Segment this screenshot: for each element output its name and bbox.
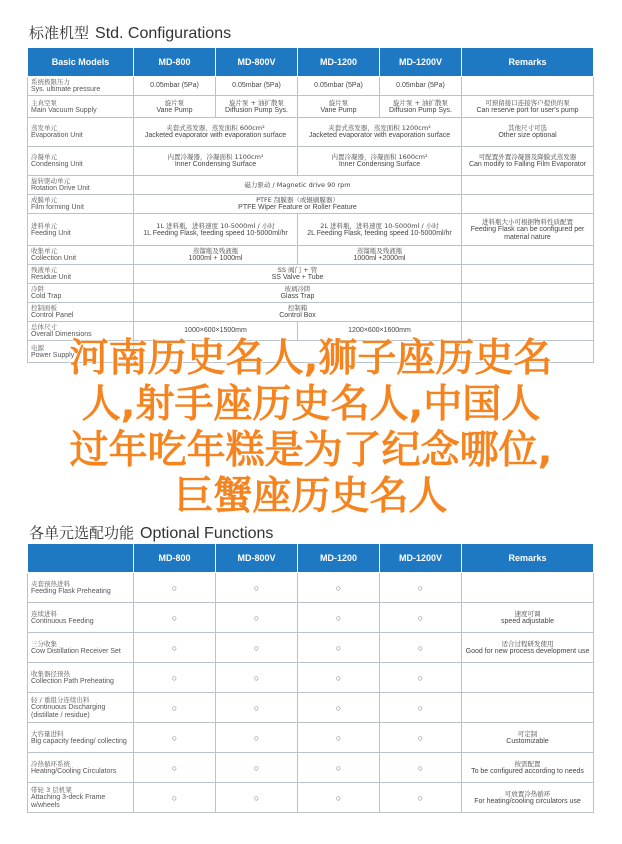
table-cell [380, 77, 462, 96]
table-row [28, 246, 594, 265]
table-cell-full [134, 195, 462, 214]
cell-zh: 控制箱 [287, 304, 308, 312]
remark-cell [462, 118, 594, 147]
row-label [28, 303, 134, 322]
remark-cell [462, 723, 594, 753]
table-row [28, 663, 594, 693]
table-row [28, 147, 594, 176]
cell-zh: PTFE 刮膜器（或辊刷膜器） [256, 196, 339, 204]
overlay-text-line-2: 人,射手座历史名人,中国人 [81, 382, 541, 427]
remark-zh: 可放置冷热循环 [504, 789, 551, 798]
row-label-zh: 系统极限压力 [31, 78, 70, 86]
option-mark: ○ [216, 783, 298, 813]
cell-zh: 夹套式蒸发器，蒸发面积 1200cm² [328, 124, 431, 132]
row-label [28, 783, 134, 813]
option-mark: ○ [380, 573, 462, 603]
option-mark: ○ [216, 603, 298, 633]
row-label-zh: 残液单元 [31, 266, 57, 274]
option-mark: ○ [380, 663, 462, 693]
row-label-en: Rotation Drive Unit [31, 185, 90, 192]
option-mark: ○ [298, 693, 380, 723]
row-label [28, 147, 134, 176]
option-mark: ○ [134, 693, 216, 723]
cell-en: Vane Pump [320, 106, 357, 114]
table-cell [298, 77, 380, 96]
cell-en: Control Box [279, 312, 316, 319]
column-header: MD-800V [216, 48, 298, 77]
table-row [28, 176, 594, 195]
table-cell-merged [134, 147, 298, 176]
option-mark: ○ [134, 633, 216, 663]
option-mark: ○ [380, 633, 462, 663]
cell-en: 0.05mbar (5Pa) [396, 82, 445, 89]
remark-en: To be configured according to needs [471, 767, 584, 775]
column-header: MD-1200 [298, 48, 380, 77]
row-label-en: Sys. ultimate pressure [31, 86, 101, 93]
row-label-zh: 收集单元 [31, 247, 57, 255]
row-label-zh: 进料单元 [31, 221, 57, 230]
cell-en: 0.05mbar (5Pa) [314, 82, 363, 89]
section2-title-en: Optional Functions [140, 525, 274, 542]
row-label [28, 77, 134, 96]
remark-cell [462, 195, 594, 214]
column-header: Remarks [462, 544, 594, 573]
cell-en: Diffusion Pump Sys. [225, 106, 288, 114]
table-cell-full [134, 284, 462, 303]
remark-en: Can modify to Falling Film Evaporator [468, 161, 587, 168]
table-row [28, 96, 594, 118]
table-cell [298, 96, 380, 118]
option-mark: ○ [298, 753, 380, 783]
cell-en: Inner Condensing Surface [174, 161, 257, 168]
option-mark: ○ [298, 603, 380, 633]
remark-en: Good for new process development use [465, 647, 590, 655]
row-label-en: Feeding Flask Preheating [31, 587, 111, 595]
option-mark: ○ [216, 693, 298, 723]
remark-cell [462, 77, 594, 96]
remark-zh: 可配置外置冷凝器及降膜式蒸发器 [478, 153, 577, 161]
remark-zh: 可预留接口连接客户提供的泵 [485, 98, 570, 107]
table-row [28, 265, 594, 284]
table-row [28, 753, 594, 783]
row-label-en: Overall Dimensions [31, 331, 92, 338]
cell-en: Inner Condensing Surface [338, 161, 421, 168]
cell-en: Jacketed evaporator with evaporation surface [144, 132, 287, 139]
column-header: MD-800 [134, 48, 216, 77]
remark-cell [462, 783, 594, 813]
remark-en: Customizable [506, 737, 549, 745]
row-label-en: Feeding Unit [31, 229, 71, 237]
cell-zh: 旋片泵 + 油扩散泵 [228, 98, 285, 107]
table-cell-merged [134, 118, 298, 147]
optional-functions-table [27, 543, 594, 813]
section2-title [29, 522, 273, 543]
remark-zh: 进料瓶大小可根据物料性质配置 [482, 217, 573, 226]
cell-en: 1000ml + 1000ml [188, 255, 243, 262]
option-mark: ○ [216, 573, 298, 603]
remark-zh: 可定制 [517, 729, 538, 738]
option-mark: ○ [134, 723, 216, 753]
table-row [28, 118, 594, 147]
option-mark: ○ [134, 783, 216, 813]
remark-en: Can reserve port for user's pump [476, 106, 579, 114]
table-row [28, 723, 594, 753]
cell-zh: 玻璃冷阱 [284, 285, 311, 293]
cell-en: 1200×600×1600mm [348, 327, 411, 334]
remark-cell [462, 214, 594, 246]
table-cell-merged [298, 214, 462, 246]
row-label [28, 214, 134, 246]
row-label [28, 693, 134, 723]
remark-cell [462, 176, 594, 195]
row-label-en: Residue Unit [31, 274, 72, 281]
column-header: MD-800V [216, 544, 298, 573]
table-cell [216, 77, 298, 96]
row-label-zh: 收集器径预热 [31, 669, 70, 678]
option-mark: ○ [134, 573, 216, 603]
table-cell-full [134, 303, 462, 322]
remark-cell [462, 147, 594, 176]
remark-cell [462, 284, 594, 303]
option-mark: ○ [298, 663, 380, 693]
row-label-zh: 控制面板 [31, 304, 57, 312]
option-mark: ○ [298, 723, 380, 753]
table-cell-merged [298, 246, 462, 265]
row-label-zh: 旋转驱动单元 [31, 177, 70, 185]
option-mark: ○ [216, 723, 298, 753]
table-row [28, 783, 594, 813]
section2-title-zh: 各单元选配功能 [29, 524, 135, 542]
row-label-en: Cold Trap [31, 293, 62, 300]
cell-en: 1000×600×1500mm [184, 327, 247, 334]
row-label-en: Evaporation Unit [31, 132, 83, 139]
row-label-en: Collection Path Preheating [31, 677, 114, 685]
table-cell-merged [298, 118, 462, 147]
table-row [28, 303, 594, 322]
row-label-en: Attaching 3-deck Frame w/wheels [31, 793, 106, 809]
cell-en: 1000ml +2000ml [353, 255, 406, 262]
row-label-en: Continuous Discharging (distillate / residue) [31, 703, 106, 719]
column-header: MD-1200V [380, 544, 462, 573]
cell-zh: 蒸馏瓶及残液瓶 [356, 247, 403, 255]
remark-cell [462, 693, 594, 723]
remark-cell [462, 663, 594, 693]
row-label [28, 195, 134, 214]
row-label-zh: 成膜单元 [31, 196, 57, 204]
remark-en: Feeding Flask can be configured per material nature [470, 225, 585, 241]
option-mark: ○ [134, 603, 216, 633]
row-label [28, 603, 134, 633]
remark-en: speed adjustable [501, 617, 554, 625]
row-label-zh: 主真空泵 [31, 98, 57, 107]
table-cell-full [134, 176, 462, 195]
row-label-zh: 夹套预热进料 [31, 579, 70, 588]
remark-cell [462, 753, 594, 783]
cell-en: 1L Feeding Flask, feeding speed 10-5000ml/hr [143, 229, 288, 237]
table-cell [216, 96, 298, 118]
remark-en: For heating/cooling circulators use [474, 797, 581, 805]
table-row [28, 573, 594, 603]
row-label [28, 633, 134, 663]
row-label-en: Main Vacuum Supply [31, 106, 97, 114]
row-label-en: Control Panel [31, 312, 74, 319]
cell-en: Vane Pump [156, 106, 193, 114]
table-row [28, 633, 594, 663]
option-mark: ○ [134, 753, 216, 783]
row-label-en: Big capacity feeding/ collecting [31, 737, 127, 745]
table-cell [134, 77, 216, 96]
cell-zh: 2L 进料瓶，进料速度 10-5000ml / 小时 [320, 221, 439, 230]
row-label-zh: 带轮 3 层机架 [31, 785, 72, 794]
row-label-zh: 冷阱 [31, 285, 44, 293]
option-mark: ○ [298, 573, 380, 603]
row-label-zh: 连续进料 [31, 609, 57, 618]
row-label-en: Collection Unit [31, 255, 77, 262]
remark-zh: 适合过程研发使用 [501, 639, 554, 648]
cell-en: Glass Trap [280, 293, 315, 300]
option-mark: ○ [380, 693, 462, 723]
cell-zh: 夹套式蒸发器，蒸发面积 600cm² [166, 124, 265, 132]
section1-title [29, 22, 231, 43]
column-header-blank [28, 544, 134, 573]
column-header: MD-1200 [298, 544, 380, 573]
cell-zh: 旋片泵 [164, 98, 185, 107]
table-cell [380, 96, 462, 118]
row-label [28, 118, 134, 147]
overlay-text-line-1: 河南历史名人,狮子座历史名 [69, 336, 553, 381]
row-label-zh: 蒸发单元 [31, 124, 57, 132]
remark-cell [462, 603, 594, 633]
cell-zh: 旋片泵 + 油扩散泵 [392, 98, 449, 107]
option-mark: ○ [216, 753, 298, 783]
section1-title-zh: 标准机型 [29, 24, 90, 42]
column-header: Remarks [462, 48, 594, 77]
overlay-text-line-4: 巨蟹座历史名人 [174, 474, 448, 519]
row-label-en: Power Supply [31, 351, 75, 359]
option-mark: ○ [298, 633, 380, 663]
table-row [28, 284, 594, 303]
remark-cell [462, 633, 594, 663]
row-label-en: Cow Distillation Receiver Set [31, 647, 121, 655]
table-row [28, 693, 594, 723]
row-label-en: Film forming Unit [31, 204, 84, 211]
table-row [28, 214, 594, 246]
cell-en: PTFE Wiper Feature or Roller Feature [238, 204, 357, 211]
option-mark: ○ [216, 663, 298, 693]
option-mark: ○ [216, 633, 298, 663]
remark-cell [462, 265, 594, 284]
cell-zh: SS 阀门 + 管 [277, 266, 318, 274]
cell-en: 0.05mbar (5Pa) [232, 82, 281, 89]
cell-zh: 内置冷凝器，冷凝面积 1100cm² [167, 153, 264, 161]
remark-zh: 其他尺寸可选 [508, 124, 547, 132]
remark-zh: 速度可调 [514, 609, 541, 618]
row-label [28, 96, 134, 118]
row-label-zh: 总体尺寸 [31, 323, 57, 331]
cell-zh: 磁力驱动 / Magnetic drive 90 rpm [244, 181, 351, 189]
table-cell-merged [134, 214, 298, 246]
table-row [28, 195, 594, 214]
table-cell-merged [298, 147, 462, 176]
cell-zh: 旋片泵 [328, 98, 349, 107]
option-mark: ○ [380, 753, 462, 783]
column-header: Basic Models [28, 48, 134, 77]
option-mark: ○ [380, 603, 462, 633]
row-label-zh: 冷热循环系统 [31, 759, 70, 768]
remark-cell [462, 303, 594, 322]
column-header: MD-800 [134, 544, 216, 573]
row-label-en: Heating/Cooling Circulators [31, 767, 117, 775]
table-cell-merged [134, 246, 298, 265]
row-label [28, 753, 134, 783]
row-label [28, 176, 134, 195]
table-row [28, 603, 594, 633]
cell-en: Jacketed evaporator with evaporation surface [308, 132, 451, 139]
table-row [28, 77, 594, 96]
cell-zh: 内置冷凝器，冷凝面积 1600cm² [331, 153, 428, 161]
option-mark: ○ [134, 663, 216, 693]
cell-en: Diffusion Pump Sys. [389, 106, 452, 114]
row-label-zh: 三分收集 [31, 639, 57, 648]
row-label-zh: 电源 [31, 343, 44, 352]
row-label [28, 265, 134, 284]
option-mark: ○ [380, 723, 462, 753]
table-cell [134, 96, 216, 118]
cell-en: 2L Feeding Flask, feeding speed 10-5000ml/hr [307, 229, 452, 237]
section1-title-en: Std. Configurations [95, 25, 232, 42]
option-mark: ○ [298, 783, 380, 813]
row-label [28, 663, 134, 693]
remark-cell [462, 246, 594, 265]
row-label-zh: 轻 / 重组分连续出料 [31, 695, 90, 704]
row-label [28, 246, 134, 265]
cell-zh: 蒸馏瓶及残液瓶 [192, 247, 239, 255]
cell-en: SS Valve + Tube [271, 274, 324, 281]
row-label-zh: 冷凝单元 [31, 153, 57, 161]
remark-cell [462, 96, 594, 118]
row-label-en: Continuous Feeding [31, 617, 94, 625]
remark-zh: 按需配置 [514, 759, 541, 768]
remark-en: Other size optional [498, 132, 557, 139]
column-header: MD-1200V [380, 48, 462, 77]
row-label [28, 573, 134, 603]
option-mark: ○ [380, 783, 462, 813]
cell-zh: 1L 进料瓶，进料速度 10-5000ml / 小时 [156, 221, 275, 230]
remark-cell [462, 573, 594, 603]
row-label [28, 284, 134, 303]
table-cell-full [134, 265, 462, 284]
row-label-zh: 大容量进料 [31, 729, 64, 738]
row-label-en: Condensing Unit [31, 161, 83, 168]
overlay-text-line-3: 过年吃年糕是为了纪念哪位, [69, 428, 553, 473]
row-label [28, 723, 134, 753]
std-config-table [27, 47, 594, 363]
cell-en: 0.05mbar (5Pa) [150, 82, 199, 89]
